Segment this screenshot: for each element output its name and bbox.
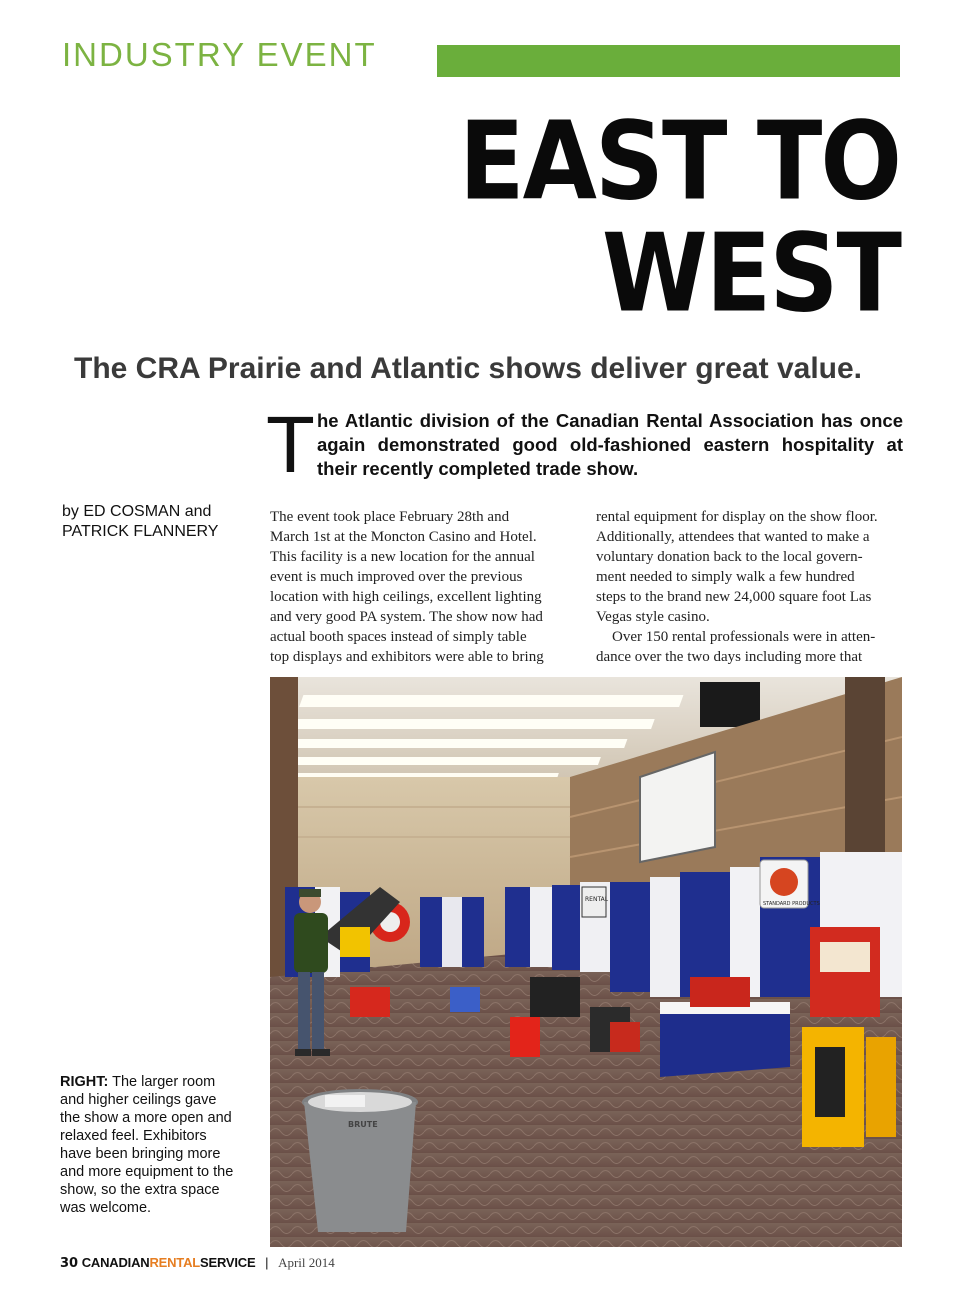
body-line: top displays and exhibitors were able to bring [270, 649, 544, 665]
page-number: 30 [60, 1256, 79, 1271]
product-sign-text: STANDARD PRODUCTS [763, 901, 820, 907]
headline-line-2: WEST [601, 211, 900, 337]
body-line: rental equipment for display on the show floor. [596, 509, 878, 525]
body-line: and very good PA system. The show now had [270, 609, 543, 625]
body-line: March 1st at the Moncton Casino and Hotel. [270, 529, 537, 545]
body-line: actual booth spaces instead of simply table [270, 629, 527, 645]
headline-line-1: EAST TO [458, 99, 900, 225]
body-line: Additionally, attendees that wanted to make a [596, 529, 870, 545]
body-line: Vegas style casino. [596, 609, 710, 625]
body-line: voluntary donation back to the local govern- [596, 549, 863, 565]
magazine-name [82, 1255, 256, 1270]
brute-bin [302, 1089, 418, 1232]
caption-lead: RIGHT: [60, 1074, 109, 1090]
caption-text: The larger room and higher ceilings gave the show a more open and relaxed feel. Exhibitors have been bringing more and more equipment to the show, so the extra space was welcome. [60, 1074, 234, 1216]
byline [62, 502, 252, 542]
photo-caption [60, 1073, 240, 1217]
footer-separator: | [265, 1255, 269, 1270]
section-label: INDUSTRY EVENT [62, 36, 377, 73]
byline-line-1: by ED COSMAN and [62, 503, 212, 520]
body-line: dance over the two days including more that [596, 649, 863, 665]
brand-part-2: RENTAL [149, 1255, 201, 1270]
byline-line-2: PATRICK FLANNERY [62, 523, 219, 540]
body-line: This facility is a new location for the annual [270, 549, 535, 565]
booth-sign-text: RENTAL [585, 896, 609, 903]
body-line: steps to the brand new 24,000 square foot Las [596, 589, 872, 605]
trade-show-photo [270, 677, 902, 1247]
body-line: The event took place February 28th and [270, 509, 510, 525]
brand-part-1: CANADIAN [81, 1255, 150, 1270]
body-column-1 [270, 507, 566, 667]
body-line: Over 150 rental professionals were in atten- [612, 629, 876, 645]
body-line: ment needed to simply walk a few hundred [596, 569, 855, 585]
dropcap: T [266, 400, 315, 489]
body-line: location with high ceilings, excellent lighting [270, 589, 542, 605]
page-footer [60, 1255, 335, 1271]
subtitle: The CRA Prairie and Atlantic shows deliver great value. [74, 352, 863, 385]
section-bar [437, 45, 900, 77]
issue-date: April 2014 [278, 1255, 335, 1270]
body-column-2 [596, 507, 902, 667]
brand-part-3: SERVICE [200, 1255, 256, 1270]
bin-label: BRUTE [348, 1120, 378, 1129]
body-line: event is much improved over the previous [270, 569, 523, 585]
intro-paragraph: he Atlantic division of the Canadian Rental Association has once again demonstrated good old-fashioned eastern hospitality at their recently completed trade show. [317, 410, 903, 479]
trade-show-illustration [270, 677, 902, 1247]
